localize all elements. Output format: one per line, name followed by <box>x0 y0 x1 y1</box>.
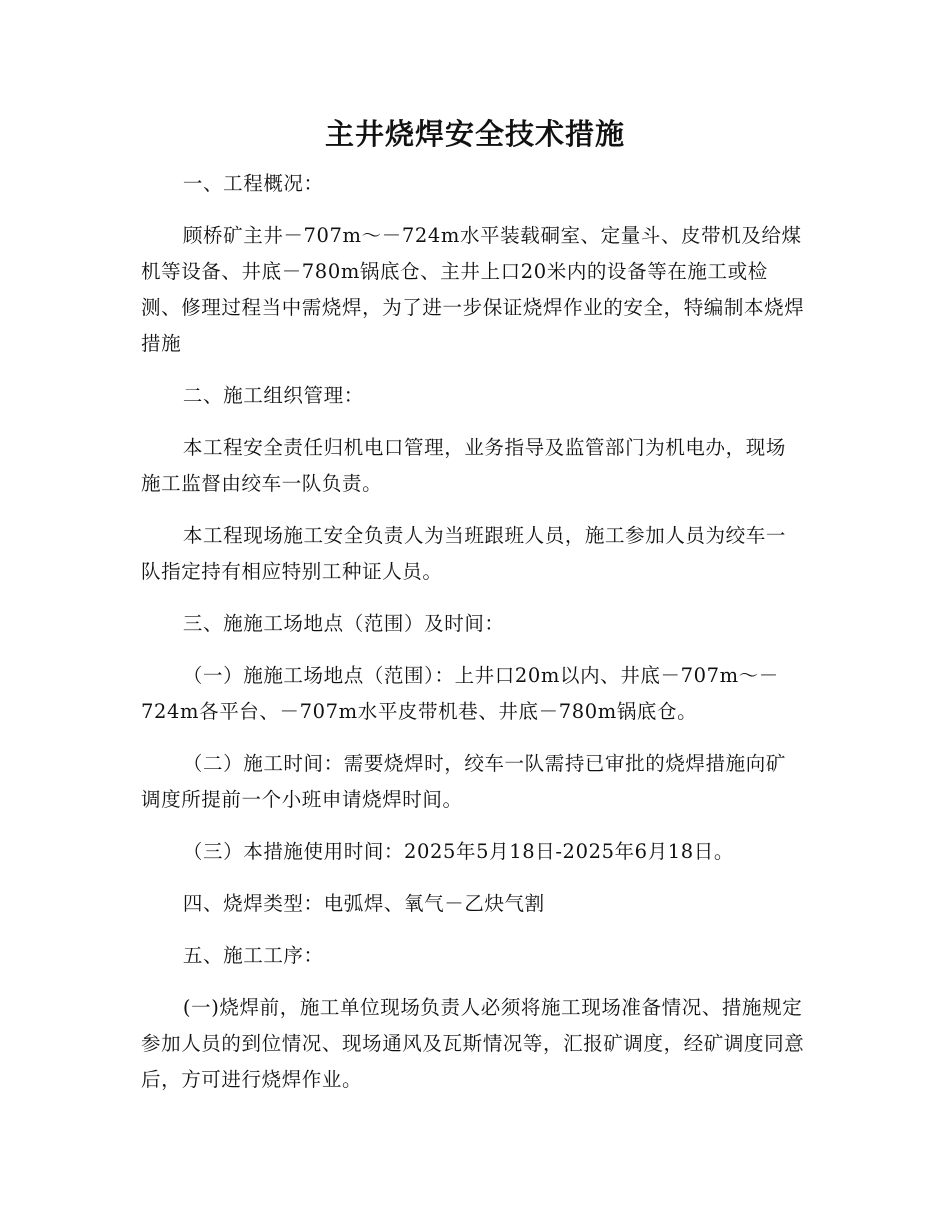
paragraph-responsibility: 本工程安全责任归机电口管理，业务指导及监管部门为机电办，现场施工监督由绞车一队负责。 <box>141 436 786 495</box>
section-heading-location-time: 三、施施工场地点（范围）及时间： <box>182 612 505 635</box>
paragraph-overview: 顾桥矿主井－707m～－724m水平装载硐室、定量斗、皮带机及给煤机等设备、井底－780m锅底仓、主井上口20米内的设备等在施工或检测、修理过程当中需烧焊，为了进一步保证烧焊作业的安全，特编制本烧焊措施 <box>141 224 805 355</box>
section-heading-organization: 二、施工组织管理： <box>182 384 364 407</box>
document-title: 主井烧焊安全技术措施 <box>324 117 625 151</box>
section-heading-overview: 一、工程概况： <box>182 172 324 195</box>
paragraph-procedure-step-1: (一)烧焊前，施工单位现场负责人必须将施工现场准备情况、措施规定参加人员的到位情况、现场通风及瓦斯情况等，汇报矿调度，经矿调度同意后，方可进行烧焊作业。 <box>141 996 805 1091</box>
paragraph-personnel: 本工程现场施工安全负责人为当班跟班人员，施工参加人员为绞车一队指定持有相应特别工种证人员。 <box>141 524 786 583</box>
paragraph-location: （一）施施工场地点（范围）：上井口20m以内、井底－707m～－724m各平台、－707m水平皮带机巷、井底－780m锅底仓。 <box>141 664 779 723</box>
paragraph-work-time: （二）施工时间：需要烧焊时，绞车一队需持已审批的烧焊措施向矿调度所提前一个小班申请烧焊时间。 <box>141 752 786 811</box>
paragraph-validity-period: （三）本措施使用时间：2025年5月18日-2025年6月18日。 <box>182 840 735 863</box>
document-body <box>141 166 806 1098</box>
section-heading-welding-type: 四、烧焊类型：电弧焊、氧气－乙炔气割 <box>182 892 545 915</box>
section-heading-procedure: 五、施工工序： <box>182 944 324 967</box>
